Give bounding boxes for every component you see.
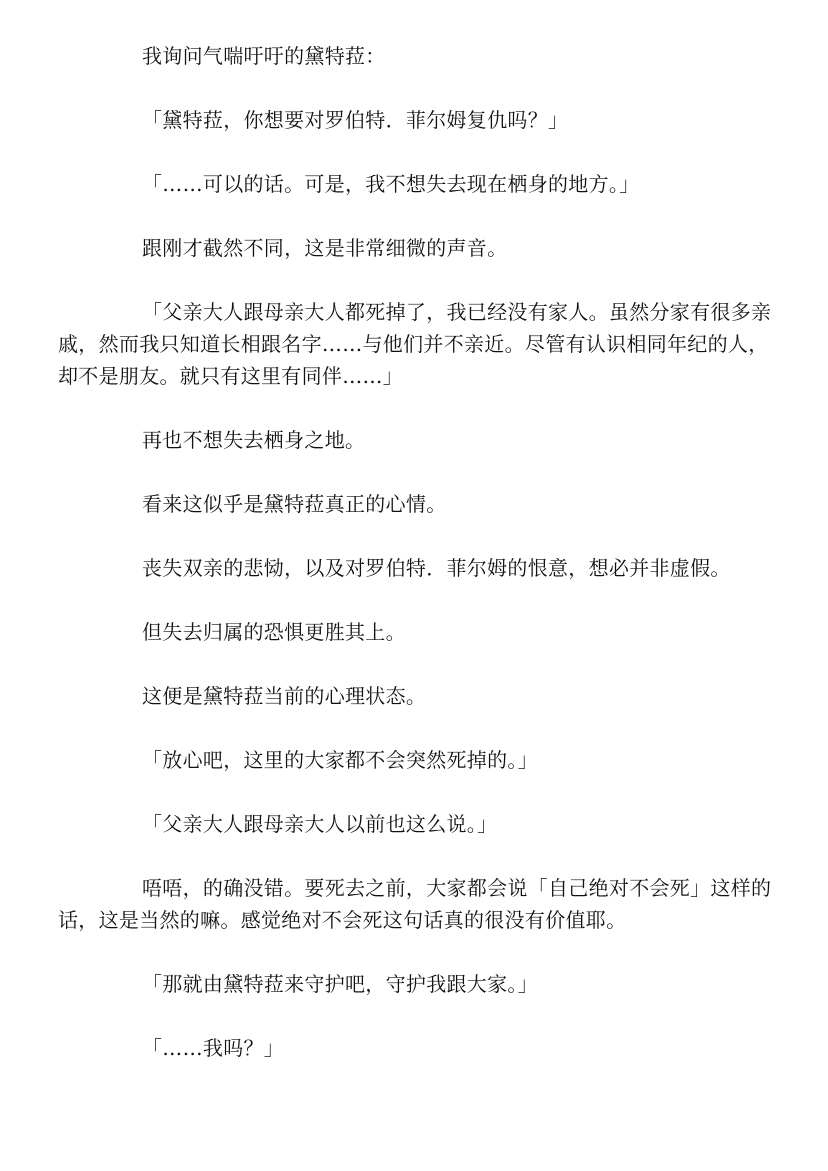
paragraph-5: 「父亲大人跟母亲大人都死掉了，我已经没有家人。虽然分家有很多亲戚，然而我只知道长相跟名字……与他们并不亲近。尽管有认识相同年纪的人，却不是朋友。就只有这里有同伴……」 bbox=[58, 300, 772, 388]
paragraph-11: 「放心吧，这里的大家都不会突然死掉的。」 bbox=[142, 748, 538, 772]
paragraph-12: 「父亲大人跟母亲大人以前也这么说。」 bbox=[142, 812, 498, 836]
paragraph-4: 跟刚才截然不同，这是非常细微的声音。 bbox=[142, 236, 508, 260]
paragraph-6: 再也不想失去栖身之地。 bbox=[142, 428, 366, 452]
paragraph-14: 「那就由黛特菈来守护吧，守护我跟大家。」 bbox=[142, 972, 538, 996]
paragraph-9: 但失去归属的恐惧更胜其上。 bbox=[142, 620, 406, 644]
paragraph-3: 「……可以的话。可是，我不想失去现在栖身的地方。」 bbox=[142, 172, 640, 196]
paragraph-8: 丧失双亲的悲恸，以及对罗伯特．菲尔姆的恨意，想必并非虚假。 bbox=[142, 556, 731, 580]
paragraph-13: 唔唔，的确没错。要死去之前，大家都会说「自己绝对不会死」这样的话，这是当然的嘛。感觉绝对不会死这句话真的很没有价值耶。 bbox=[58, 876, 772, 932]
paragraph-10: 这便是黛特菈当前的心理状态。 bbox=[142, 684, 427, 708]
paragraph-2: 「黛特菈，你想要对罗伯特．菲尔姆复仇吗？」 bbox=[142, 108, 569, 132]
paragraph-15: 「……我吗？」 bbox=[142, 1036, 285, 1060]
paragraph-1: 我询问气喘吁吁的黛特菈： bbox=[142, 44, 386, 68]
paragraph-7: 看来这似乎是黛特菈真正的心情。 bbox=[142, 492, 447, 516]
